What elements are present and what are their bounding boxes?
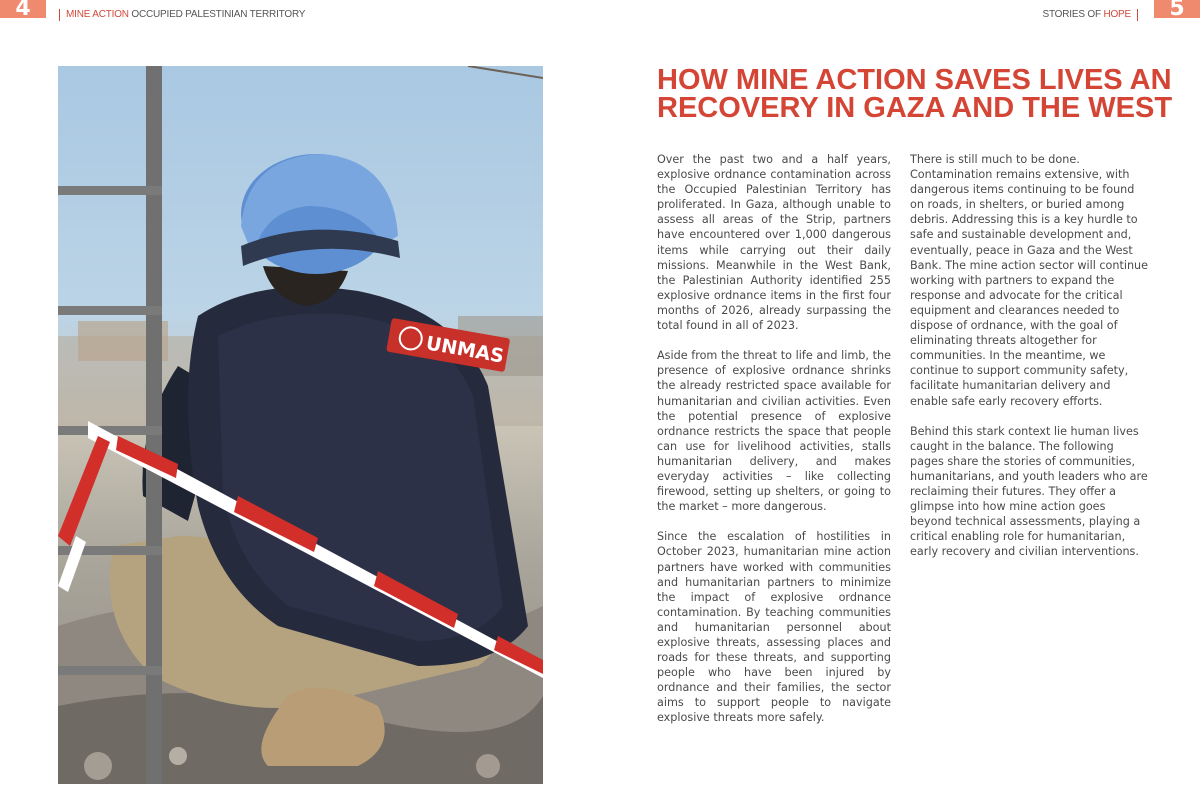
section-header-hope: HOPE <box>1103 9 1131 20</box>
article-column-left <box>657 152 891 741</box>
section-header-right <box>1042 9 1138 21</box>
deminer-photo <box>58 66 543 784</box>
paragraph: There is still much to be done. Contamination remains extensive, with dangerous items continuing to be found on roads, in shelters, or buried among debris. Addressing this is a key hurdle to safe and sustainable development and, eventually, peace in Gaza and the West Bank. The mine action sector will continue working with partners to expand the response and advocate for the critical equipment and clearances needed to dispose of ordnance, with the goal of eliminating threats altogether for communities. In the meantime, we continue to support community safety, facilitate humanitarian delivery and enable safe early recovery efforts. <box>910 153 1149 408</box>
paragraph: Over the past two and a half years, explosive ordnance contamination across the Occupied Palestinian Territory has proliferated. In Gaza, although unable to assess all areas of the Strip, partners have encountered over 1,000 dangerous items while carrying out their daily missions. Meanwhile in the West Bank, the Palestinian Authority identified 255 explosive ordnance items in the first four months of 2026, already surpassing the total found in all of 2023. <box>657 153 891 333</box>
article-title-line-2: RECOVERY IN GAZA AND THE WEST <box>657 92 1173 122</box>
article-column-right <box>910 152 1150 575</box>
article-title-line-1: HOW MINE ACTION SAVES LIVES AN <box>657 66 1172 96</box>
paragraph: Behind this stark context lie human lives caught in the balance. The following pages share the stories of communities, humanitarians, and youth leaders who are reclaiming their futures. They offer a glimpse into how mine action goes beyond technical assessments, playing a critical enabling role for humanitarian, early recovery and civilian interventions. <box>910 424 1148 559</box>
deminer-illustration <box>58 66 543 784</box>
section-header-prefix: STORIES OF <box>1042 9 1101 20</box>
vest-badge-text: UNMAS <box>424 332 506 368</box>
section-header-left <box>59 9 305 21</box>
page-number-left: 4 <box>0 0 46 18</box>
paragraph: Since the escalation of hostilities in October 2023, humanitarian mine action partners have worked with communities and humanitarian partners to minimize the impact of explosive ordnance contamination. By teaching communities and humanitarian personnel about explosive threats, assessing places and roads for these threats, and supporting people who have been injured by ordnance and their families, the sector aims to support people to navigate explosive threats more safely. <box>657 530 891 725</box>
section-header-text: OCCUPIED PALESTINIAN TERRITORY <box>131 9 306 20</box>
paragraph: Aside from the threat to life and limb, the presence of explosive ordnance shrinks the already restricted space available for humanitarian and civilian activities. Even the potential presence of explosive ordnance restricts the space that people can use for livelihood activities, stalls humanitarian delivery, and makes everyday activities – like collecting firewood, setting up shelters, or going to the market – more dangerous. <box>657 349 891 514</box>
article-title <box>657 66 1200 122</box>
section-header-accent: MINE ACTION <box>66 9 129 20</box>
page-number-right: 5 <box>1154 0 1200 18</box>
